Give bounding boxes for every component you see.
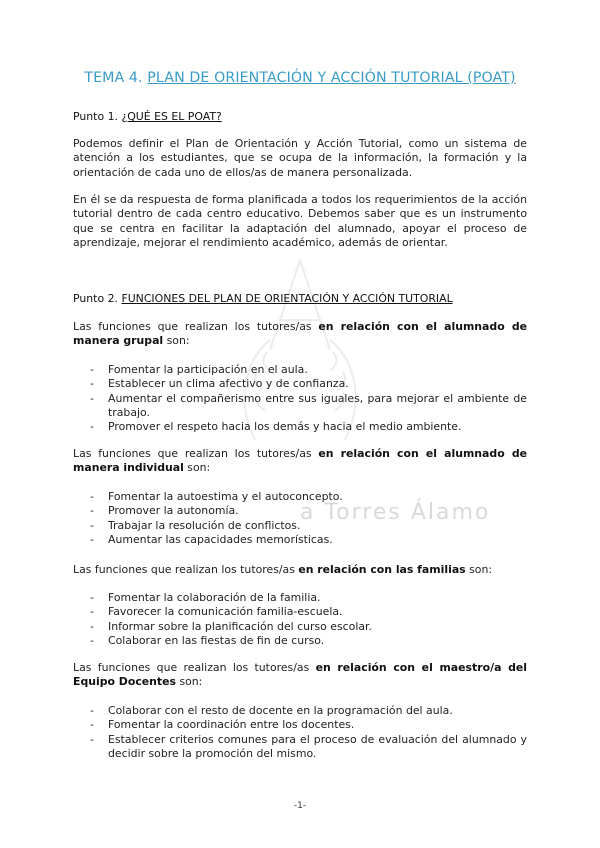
list-item: - Favorecer la comunicación familia-escuela.: [90, 605, 527, 619]
section1-paragraph-1: Podemos definir el Plan de Orientación y Acción Tutorial, como un sistema de atención a los estudiantes, que se ocupa de la información, la formación y la orientación de cada uno de ellos/as de manera personalizada.: [73, 137, 527, 179]
section2-label: Punto 2.: [73, 292, 122, 305]
list-item: - Establecer un clima afectivo y de confianza.: [90, 377, 527, 391]
group-intro-equipo-docente: [73, 661, 527, 690]
group-intro-grupal: [73, 320, 527, 349]
intro-text: Las funciones que realizan los tutores/as: [73, 661, 316, 674]
intro-text: son:: [183, 461, 211, 475]
list-equipo-docente: [90, 704, 527, 761]
list-item: - Aumentar las capacidades memorísticas.: [90, 533, 527, 547]
section2-heading: [73, 292, 453, 305]
intro-bold: en relación con el alumnado de manera grupal: [73, 320, 527, 348]
intro-text: Las funciones que realizan los tutores/as: [73, 320, 319, 333]
list-item: - Trabajar la resolución de conflictos.: [90, 519, 527, 533]
watermark-logo-icon: [225, 240, 375, 480]
watermark-text: a Torres Álamo: [300, 500, 491, 525]
list-grupal: [90, 363, 527, 434]
intro-text: son:: [175, 675, 203, 689]
list-item: - Promover el respeto hacia los demás y hacia el medio ambiente.: [90, 420, 527, 434]
list-item: - Fomentar la participación en el aula.: [90, 363, 527, 377]
intro-bold: en relación con las familias: [298, 563, 466, 576]
group-intro-individual: [73, 447, 527, 476]
section1-title: ¿QUÉ ES EL POAT?: [121, 110, 222, 123]
intro-text: Las funciones que realizan los tutores/as: [73, 447, 319, 460]
list-item: - Informar sobre la planificación del curso escolar.: [90, 620, 527, 634]
list-item: - Aumentar el compañerismo entre sus iguales, para mejorar el ambiente de trabajo.: [90, 392, 527, 421]
list-item: - Fomentar la colaboración de la familia.: [90, 591, 527, 605]
group-intro-familias: [73, 563, 527, 577]
intro-text: son:: [163, 334, 190, 348]
intro-bold: en relación con el alumnado de manera individual: [73, 447, 527, 475]
title-main: PLAN DE ORIENTACIÓN Y ACCIÓN TUTORIAL (POAT): [147, 70, 516, 86]
intro-text: Las funciones que realizan los tutores/as: [73, 563, 299, 576]
section1-heading: [73, 110, 222, 123]
list-item: - Establecer criterios comunes para el proceso de evaluación del alumnado y decidir sobre la promoción del mismo.: [90, 733, 527, 762]
list-item: - Fomentar la coordinación entre los docentes.: [90, 718, 527, 732]
section1-paragraph-2: En él se da respuesta de forma planificada a todos los requerimientos de la acción tutorial dentro de cada centro educativo. Debemos saber que es un instrumento que se centra en facilitar la adaptación del alumnado, apoyar el proceso de aprendizaje, mejorar el rendimiento académico, además de orientar.: [73, 193, 527, 249]
page-number: -1-: [293, 801, 307, 811]
list-item: - Colaborar con el resto de docente en la programación del aula.: [90, 704, 527, 718]
section2-title: FUNCIONES DEL PLAN DE ORIENTACIÓN Y ACCIÓN TUTORIAL: [121, 292, 453, 305]
list-item: - Colaborar en las fiestas de fin de curso.: [90, 634, 527, 648]
intro-bold: en relación con el maestro/a del Equipo Docentes: [73, 661, 527, 689]
page-title: [0, 70, 600, 86]
section1-label: Punto 1.: [73, 110, 122, 123]
list-familias: [90, 591, 527, 648]
list-item: - Fomentar la autoestima y el autoconcepto.: [90, 490, 527, 504]
intro-text: son:: [465, 563, 493, 576]
title-prefix: TEMA 4.: [84, 70, 148, 86]
list-item: - Promover la autonomía.: [90, 504, 527, 518]
